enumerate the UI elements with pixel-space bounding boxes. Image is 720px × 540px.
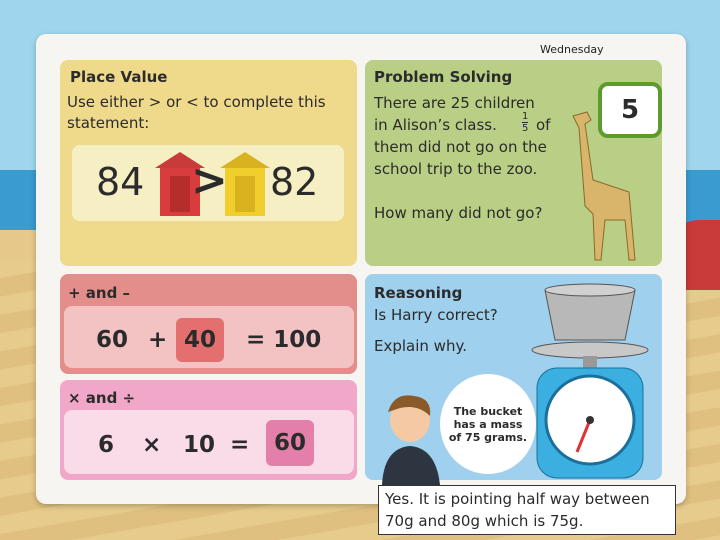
- addition-answer: 40: [176, 318, 224, 362]
- multiplication-op: ×: [142, 432, 162, 458]
- multiplication-title: × and ÷: [68, 389, 136, 407]
- fraction: [522, 111, 528, 134]
- addition-title: + and –: [68, 284, 131, 302]
- left-number: 84: [96, 160, 145, 204]
- reasoning-answer-box: Yes. It is pointing half way between 70g and 80g which is 75g.: [378, 485, 676, 535]
- weighing-scale-icon: [525, 280, 655, 480]
- day-label: Wednesday: [540, 43, 604, 56]
- place-value-title: Place Value: [70, 68, 168, 86]
- fraction-denominator: 5: [522, 123, 529, 134]
- reasoning-question: Is Harry correct?: [374, 306, 498, 324]
- reasoning-title: Reasoning: [374, 284, 463, 302]
- problem-line-4: school trip to the zoo.: [374, 160, 538, 178]
- addition-op: +: [148, 327, 168, 353]
- comparison-symbol: >: [191, 155, 228, 206]
- problem-line-1: There are 25 children: [374, 94, 535, 112]
- fraction-numerator: 1: [522, 111, 529, 122]
- place-value-instruction: Use either > or < to complete this statement:: [67, 93, 326, 132]
- right-number: 82: [270, 160, 319, 204]
- problem-question: How many did not go?: [374, 204, 543, 222]
- speech-bubble: The bucket has a mass of 75 grams.: [440, 374, 536, 474]
- addition-a: 60: [96, 327, 129, 353]
- problem-solving-title: Problem Solving: [374, 68, 513, 86]
- multiplication-answer: 60: [266, 420, 314, 466]
- problem-line-2a: in Alison’s class.: [374, 116, 497, 134]
- multiplication-b: 10: [183, 432, 216, 458]
- answer-badge: 5: [598, 82, 662, 138]
- problem-line-2b: of: [536, 116, 551, 134]
- boy-avatar-icon: [378, 390, 448, 485]
- multiplication-a: 6: [98, 432, 115, 458]
- reasoning-prompt: Explain why.: [374, 337, 467, 355]
- problem-line-3: them did not go on the: [374, 138, 547, 156]
- multiplication-eq: =: [230, 432, 250, 458]
- addition-result: = 100: [246, 327, 322, 353]
